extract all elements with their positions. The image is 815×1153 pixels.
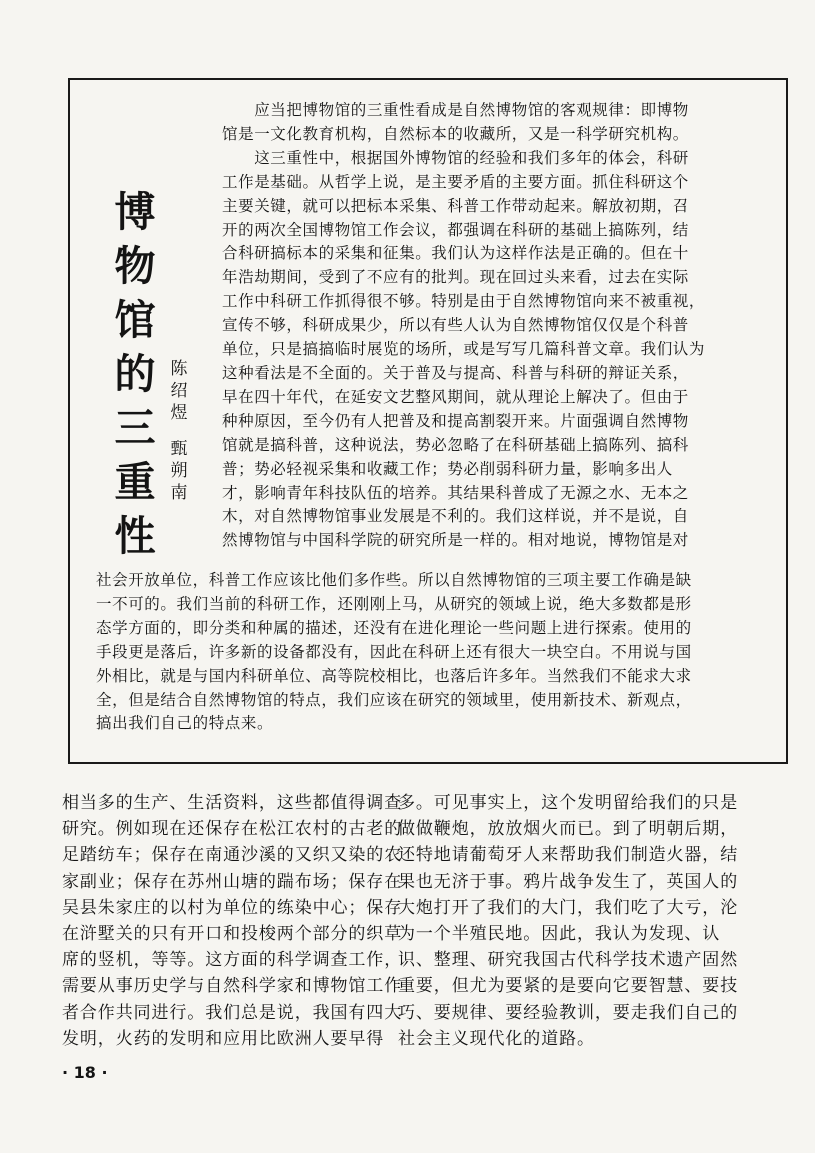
article-narrow-text bbox=[222, 99, 705, 553]
text-line: 搞出我们自己的特点来。 bbox=[96, 714, 274, 733]
author-zhen bbox=[169, 438, 189, 504]
text-line: 发明，火药的发明和应用比欧洲人要早得 bbox=[62, 1028, 385, 1049]
text-line: 工作中科研工作抓得很不够。特别是由于自然博物馆向来不被重视， bbox=[222, 292, 706, 311]
article-wide-text bbox=[96, 569, 692, 736]
text-line: 吴县朱家庄的以村为单位的练染中心；保存 bbox=[62, 897, 403, 918]
text-line: 年浩劫期间，受到了不应有的批判。现在回过头来看，过去在实际 bbox=[222, 268, 689, 287]
text-line: 需要从事历史学与自然科学家和博物馆工作 bbox=[62, 976, 403, 997]
author-char: 绍 bbox=[170, 381, 188, 401]
text-line: 在浒墅关的只有开口和投梭两个部分的织草 bbox=[62, 924, 403, 945]
text-line: 巧、要规律、要经验教训，要走我们自己的 bbox=[398, 1002, 739, 1023]
text-line: 主要关键，就可以把标本采集、科普工作带动起来。解放初期，召 bbox=[222, 196, 689, 215]
text-line: 席的竖机，等等。这方面的科学调查工作， bbox=[62, 950, 403, 971]
text-line: 态学方面的，即分类和种属的描述，还没有在进化理论一些问题上进行探索。使用的 bbox=[96, 618, 692, 637]
author-char: 煜 bbox=[170, 403, 188, 423]
text-line: 相当多的生产、生活资料，这些都值得调查 bbox=[62, 793, 403, 813]
author-chen bbox=[169, 358, 189, 424]
text-line: 种种原因，至今仍有人把普及和提高割裂开来。片面强调自然博物 bbox=[222, 411, 689, 430]
author-char: 甄 bbox=[170, 439, 188, 459]
text-line: 这种看法是不全面的。关于普及与提高、科普与科研的辩证关系， bbox=[222, 363, 689, 382]
text-line: 研究。例如现在还保存在松江农村的古老的 bbox=[62, 819, 403, 840]
title-char: 的 bbox=[114, 350, 156, 398]
text-line: 工作是基础。从哲学上说，是主要矛盾的主要方面。抓住科研这个 bbox=[222, 172, 689, 191]
text-line: 这三重性中，根据国外博物馆的经验和我们多年的体会，科研 bbox=[222, 148, 689, 167]
left-column-text bbox=[62, 790, 402, 1052]
text-line: 重要，但尤为要紧的是要向它要智慧、要技 bbox=[398, 976, 739, 997]
page-number: · 18 · bbox=[62, 1063, 108, 1082]
text-line: 一不可的。我们当前的科研工作，还刚刚上马，从研究的领域上说，绝大多数都是形 bbox=[96, 594, 692, 613]
text-line: 合科研搞标本的采集和征集。我们认为这样作法是正确的。但在十 bbox=[222, 244, 689, 263]
author-char: 南 bbox=[170, 483, 188, 503]
text-line: 应当把博物馆的三重性看成是自然博物馆的客观规律：即博物 bbox=[222, 101, 689, 119]
author-char: 朔 bbox=[170, 461, 188, 481]
text-line: 宣传不够，科研成果少，所以有些人认为自然博物馆仅仅是个科普 bbox=[222, 316, 689, 335]
article-title bbox=[110, 185, 160, 563]
text-line: 大炮打开了我们的大门，我们吃了大亏，沦 bbox=[398, 897, 739, 918]
text-line: 识、整理、研究我国古代科学技术遗产固然 bbox=[398, 950, 739, 971]
text-line: 然博物馆与中国科学院的研究所是一样的。相对地说，博物馆是对 bbox=[222, 531, 689, 550]
text-line: 还特地请葡萄牙人来帮助我们制造火器，结 bbox=[398, 845, 739, 866]
title-char: 馆 bbox=[114, 296, 156, 344]
text-line: 全，但是结合自然博物馆的特点，我们应该在研究的领域里，使用新技术、新观点， bbox=[96, 690, 692, 709]
text-line: 手段更是落后，许多新的设备都没有，因此在科研上还有很大一块空白。不用说与国 bbox=[96, 642, 692, 661]
text-line: 单位，只是搞搞临时展览的场所，或是写写几篇科普文章。我们认为 bbox=[222, 340, 706, 359]
title-char: 重 bbox=[114, 458, 156, 506]
title-char: 博 bbox=[114, 188, 156, 236]
text-line: 足踏纺车；保存在南通沙溪的又织又染的农 bbox=[62, 845, 403, 866]
text-line: 外相比，就是与国内科研单位、高等院校相比，也落后许多年。当然我们不能求大求 bbox=[96, 666, 692, 685]
text-line: 馆就是搞科普，这种说法，势必忽略了在科研基础上搞陈列、搞科 bbox=[222, 435, 689, 454]
text-line: 家副业；保存在苏州山塘的踹布场；保存在 bbox=[62, 871, 403, 892]
text-line: 社会主义现代化的道路。 bbox=[398, 1028, 595, 1049]
text-line: 者合作共同进行。我们总是说，我国有四大 bbox=[62, 1002, 403, 1023]
text-line: 开的两次全国博物馆工作会议，都强调在科研的基础上搞陈列，结 bbox=[222, 220, 689, 239]
text-line: 才，影响青年科技队伍的培养。其结果科普成了无源之水、无本之 bbox=[222, 483, 689, 502]
title-char: 三 bbox=[114, 404, 156, 452]
text-line: 木，对自然博物馆事业发展是不利的。我们这样说，并不是说，自 bbox=[222, 507, 689, 526]
text-line: 多。可见事实上，这个发明留给我们的只是 bbox=[398, 793, 739, 813]
text-line: 为一个半殖民地。因此，我认为发现、认 bbox=[398, 924, 721, 945]
right-column-text bbox=[398, 790, 738, 1052]
title-char: 性 bbox=[114, 512, 156, 560]
text-line: 果也无济于事。鸦片战争发生了，英国人的 bbox=[398, 871, 739, 892]
text-line: 早在四十年代，在延安文艺整风期间，就从理论上解决了。但由于 bbox=[222, 387, 689, 406]
text-line: 社会开放单位，科普工作应该比他们多作些。所以自然博物馆的三项主要工作确是缺 bbox=[96, 571, 692, 589]
text-line: 做做鞭炮，放放烟火而已。到了明朝后期， bbox=[398, 819, 739, 840]
text-line: 馆是一文化教育机构，自然标本的收藏所，又是一科学研究机构。 bbox=[222, 124, 689, 143]
text-line: 普；势必轻视采集和收藏工作；势必削弱科研力量，影响多出人 bbox=[222, 459, 673, 478]
title-char: 物 bbox=[114, 242, 156, 290]
author-char: 陈 bbox=[170, 359, 188, 379]
